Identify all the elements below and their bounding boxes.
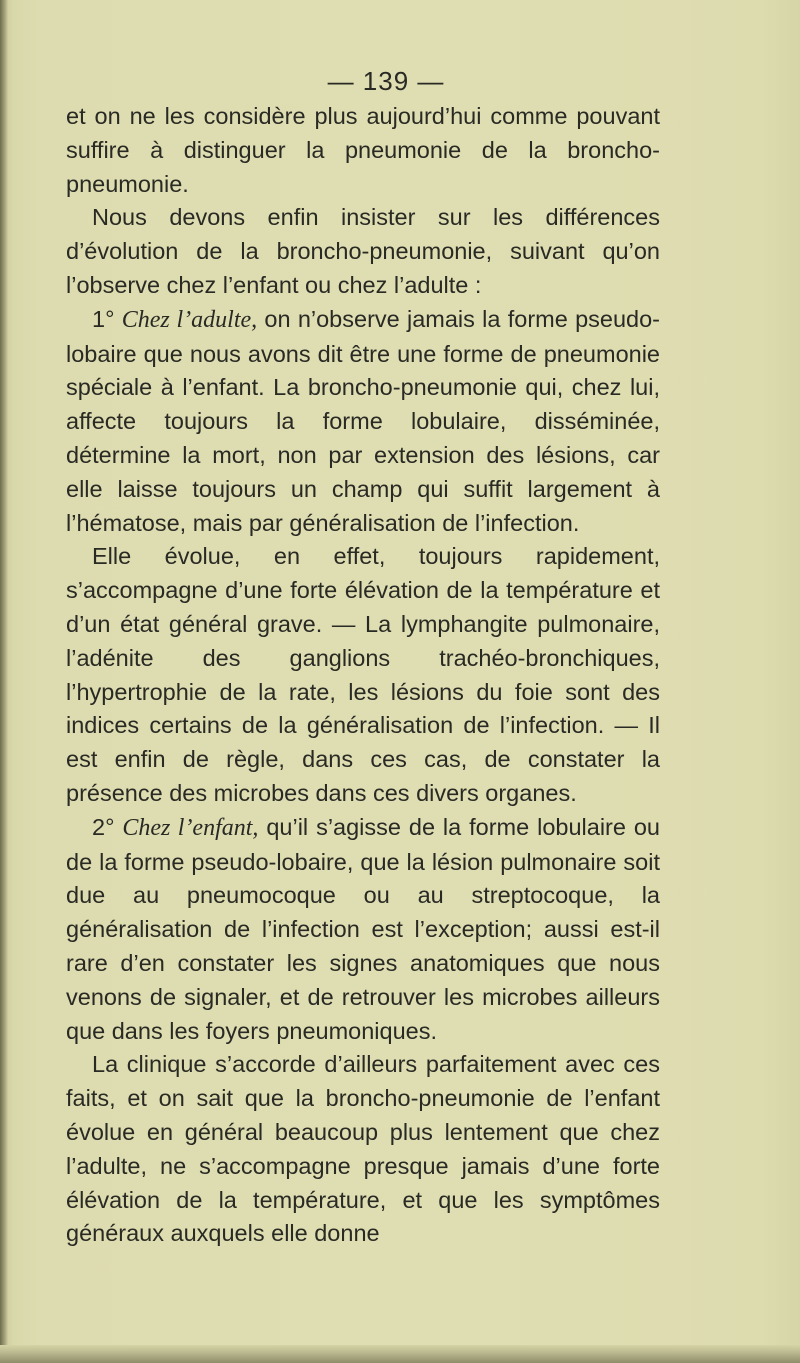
italic-heading: Chez l’enfant, (122, 814, 259, 841)
paragraph-1 (66, 100, 660, 201)
paragraph-4 (66, 540, 660, 810)
paragraph-text: qu’il s’agisse de la forme lobulaire ou de la forme pseudo-lobaire, que la lésion pulmonaire soit due au pneumocoque ou au streptocoque, la généralisation de l’infection est l’exception; aussi est-il rare d’en constater les signes anatomiques que nous venons de signaler, et de retrouver les microbes ailleurs que dans les foyers pneumoniques. (66, 813, 661, 1044)
page-bottom-edge (0, 1345, 800, 1363)
paragraph-5-child (66, 811, 660, 1049)
paragraph-text: Nous devons enfin insister sur les différences d’évolution de la broncho-pneumonie, suivant qu’on l’observe chez l’enfant ou chez l’adulte : (66, 204, 660, 298)
book-spine-shadow (0, 0, 8, 1363)
body-text (66, 100, 660, 1251)
paragraph-text: Elle évolue, en effet, toujours rapidement, s’accompagne d’une forte élévation de la température et d’un état général grave. — La lymphangite pulmonaire, l’adénite des ganglions trachéo-bronchiques, l’hypertrophie de la rate, les lésions du foie sont des indices certains de la généralisation de l’infection. — Il est enfin de règle, dans ces cas, de constater la présence des microbes dans ces divers organes. (66, 543, 660, 806)
paragraph-6 (66, 1048, 660, 1251)
italic-heading: Chez l’adulte, (121, 306, 258, 333)
paragraph-text: et on ne les considère plus aujourd’hui comme pouvant suffire à distinguer la pneumonie de la broncho-pneumonie. (66, 103, 660, 197)
paragraph-3-adult (66, 303, 660, 541)
page-number: — 139 — (327, 66, 445, 96)
list-marker: 1° (92, 305, 122, 332)
paragraph-2 (66, 201, 660, 302)
list-marker: 2° (92, 813, 123, 840)
paragraph-text: La clinique s’accorde d’ailleurs parfaitement avec ces faits, et on sait que la broncho-pneumonie de l’enfant évolue en général beaucoup plus lentement que chez l’adulte, ne s’accompagne presque jamais d’une forte élévation de la température, et que les symptômes généraux auxquels elle donne (66, 1051, 660, 1247)
paragraph-text: on n’observe jamais la forme pseudo-lobaire que nous avons dit être une forme de pneumonie spéciale à l’enfant. La broncho-pneumonie qui, chez lui, affecte toujours la forme lobulaire, disséminée, détermine la mort, non par extension des lésions, car elle laisse toujours un champ qui suffit largement à l’hématose, mais par généralisation de l’infection. (66, 305, 660, 536)
